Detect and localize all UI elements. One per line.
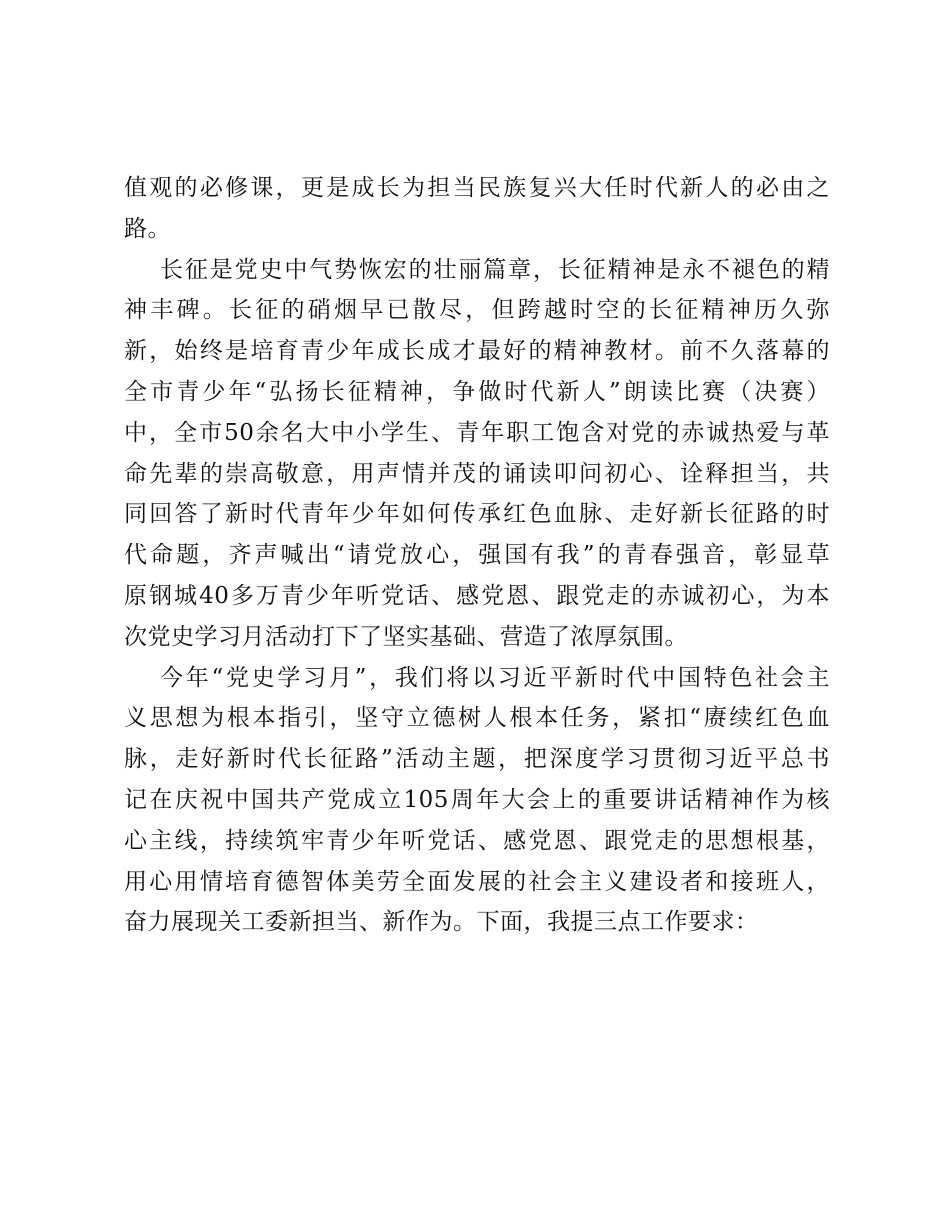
text-line: 全市青少年“弘扬长征精神，争做时代新人”朗读比赛（决赛） [124, 378, 830, 405]
text-line: 新，始终是培育青少年成长成才最好的精神教材。前不久落幕的 [124, 338, 830, 365]
text-line: 同回答了新时代青年少年如何传承红色血脉、走好新长征路的时 [124, 501, 830, 528]
paragraph-2 [124, 250, 830, 658]
text-line: 义思想为根本指引，坚守立德树人根本任务，紧扣“赓续红色血 [124, 705, 830, 732]
text-line: 心主线，持续筑牢青少年听党话、感党恩、跟党走的思想根基， [124, 827, 830, 854]
text-line: 记在庆祝中国共产党成立105周年大会上的重要讲话精神作为核 [124, 786, 830, 813]
text-line: 代命题，齐声喊出“请党放心，强国有我”的青春强音，彰显草 [124, 542, 830, 569]
paragraph-3 [124, 658, 830, 944]
text-line: 值观的必修课，更是成长为担当民族复兴大任时代新人的必由之 [124, 175, 830, 201]
text-line: 长征是党史中气势恢宏的壮丽篇章，长征精神是永不褪色的精 [160, 256, 830, 283]
text-line: 命先辈的崇高敬意，用声情并茂的诵读叩问初心、诠释担当，共 [124, 460, 830, 487]
document-body [124, 168, 830, 943]
text-line: 路。 [124, 215, 171, 242]
paragraph-1 [124, 168, 830, 250]
text-line: 神丰碑。长征的硝烟早已散尽，但跨越时空的长征精神历久弥 [124, 297, 830, 324]
text-line: 中，全市50余名大中小学生、青年职工饱含对党的赤诚热爱与革 [124, 419, 830, 446]
text-line: 脉，走好新时代长征路”活动主题，把深度学习贯彻习近平总书 [124, 746, 830, 773]
text-line: 次党史学习月活动打下了坚实基础、营造了浓厚氛围。 [124, 623, 688, 650]
text-line: 原钢城40多万青少年听党话、感党恩、跟党走的赤诚初心，为本 [124, 582, 830, 609]
text-line: 奋力展现关工委新担当、新作为。下面，我提三点工作要求： [124, 909, 759, 936]
text-line: 今年“党史学习月”，我们将以习近平新时代中国特色社会主 [160, 664, 830, 691]
text-line: 用心用情培育德智体美劳全面发展的社会主义建设者和接班人， [124, 868, 830, 895]
